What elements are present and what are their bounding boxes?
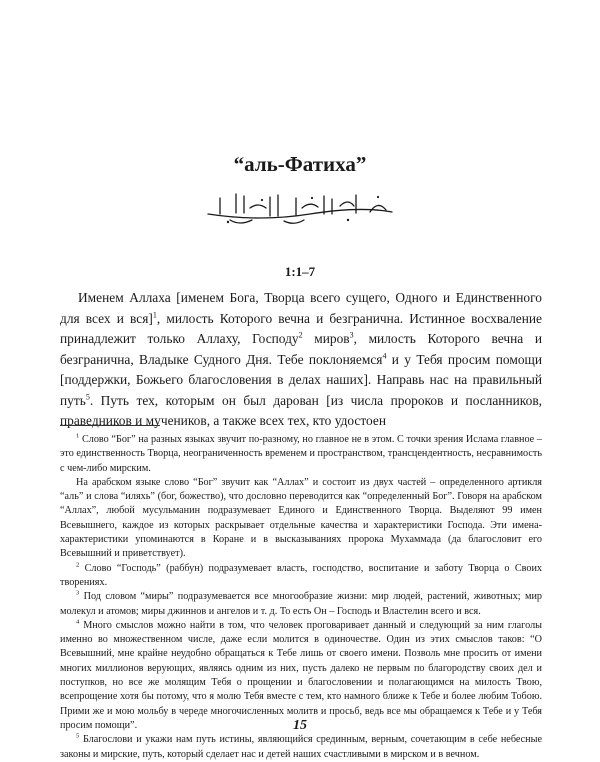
footnote (60, 619, 542, 733)
footnote-marker: 1 (152, 310, 157, 320)
text-run: , милость Которого вечна и безгранична, Владыке Судного Дня. Тебе поклоняемся (60, 331, 542, 367)
translation-paragraph (60, 288, 542, 432)
footnote-text: Благослови и укажи нам путь истины, являющийся срединным, верным, сочетающим в себе небесные законы и мирские, путь, который сделает нас и детей наших счастливыми в мирском и в вечном. (60, 734, 542, 760)
footnote (60, 733, 542, 762)
footnote (60, 433, 542, 476)
footnote-number: 1 (76, 432, 80, 440)
text-run: Именем Аллаха [именем Бога, Творца всего сущего, Одного и Единственного для всех и вся] (60, 290, 542, 326)
footnote-divider (60, 425, 160, 426)
footnote-text: Много смыслов можно найти в том, что человек проговаривает данный и следующий за ним глаголы именно во множественном числе, даже если молится в одиночестве. Один из этих смыслов таков: “О Всевышний, мне крайне неудобно обращаться к Тебе лишь от своего имени. Позволь мне просить от имени многих миллионов верующих, являясь одним из них, пусть далеко не первым по благородству своих дел и поступков, но все же молящим Тебя о прощении и благословении и полагающимся на милость Твою, всепрощение хотя бы потому, что я молю Тебя вместе с тем, кто намного ближе к Тебе и более любим Тобою. Прими же и мою мольбу в череде многочисленных молитв и просьб, ведь все мы обращаемся к Тебе и у Тебя просим помощи”. (60, 619, 542, 731)
footnotes (60, 433, 542, 762)
basmala-calligraphy-graphic (200, 188, 400, 228)
basmala-calligraphy (200, 188, 400, 228)
footnote-text: На арабском языке слово “Бог” звучит как “Аллах” и состоит из двух частей – определенного артикля “аль” и слова “иляхь” (бог, божество), что дословно переводится как “определенный Бог”. Говоря на арабском “Аллах”, любой мусульманин подразумевает Единого и Единственного Творца. Выделяют 99 имен Всевышнего, каждое из которых раскрывает отдельные качества и характеристики Господа. Эти имена-характеристики упоминаются в Коране и в высказываниях пророка Мухаммада (да благословит его Всевышний и приветствует). (60, 476, 542, 560)
footnote-number: 3 (76, 589, 80, 597)
chapter-title: “аль-Фатиха” (233, 152, 367, 176)
footnote-marker: 5 (85, 392, 90, 402)
text-run: и у Тебя просим помощи [поддержки, Божьего благословения в делах наших]. Направь нас на правильный путь (60, 351, 542, 408)
text-run: . Путь тех, которым он был дарован [из числа пророков и посланников, праведников и мучеников, а также всех тех, кто удостоен (60, 392, 542, 428)
footnote-text: Слово “Бог” на разных языках звучит по-разному, но главное не в этом. С точки зрения Ислама главное – это единственность Творца, неограниченность временем и пространством, трансцендентность, несравнимость с чем-либо мирским. (60, 434, 542, 474)
footnote-number: 2 (76, 561, 80, 569)
footnote (60, 562, 542, 591)
footnote-marker: 3 (349, 330, 354, 340)
verse-reference: 1:1–7 (284, 264, 316, 279)
text-run: , милость Которого вечна и безгранична. Истинное восхваление принадлежит только Аллаху, Господу (60, 310, 542, 346)
footnote-number: 5 (76, 732, 80, 740)
page-number: 15 (293, 718, 307, 733)
footnote-text: Слово “Господь” (раббун) подразумевает власть, господство, воспитание и заботу Творца о Своих творениях. (60, 562, 542, 588)
footnote-marker: 2 (298, 330, 303, 340)
footnote (60, 476, 542, 562)
footnote-number: 4 (76, 618, 80, 626)
footnote (60, 590, 542, 619)
footnote-marker: 4 (382, 351, 387, 361)
footnote-text: Под словом “миры” подразумевается все многообразие жизни: мир людей, растений, животных; мир молекул и атомов; миры джиннов и ангелов и т. д. То есть Он – Господь и Властелин всего и вся. (60, 591, 542, 617)
text-run: миров (302, 331, 350, 346)
